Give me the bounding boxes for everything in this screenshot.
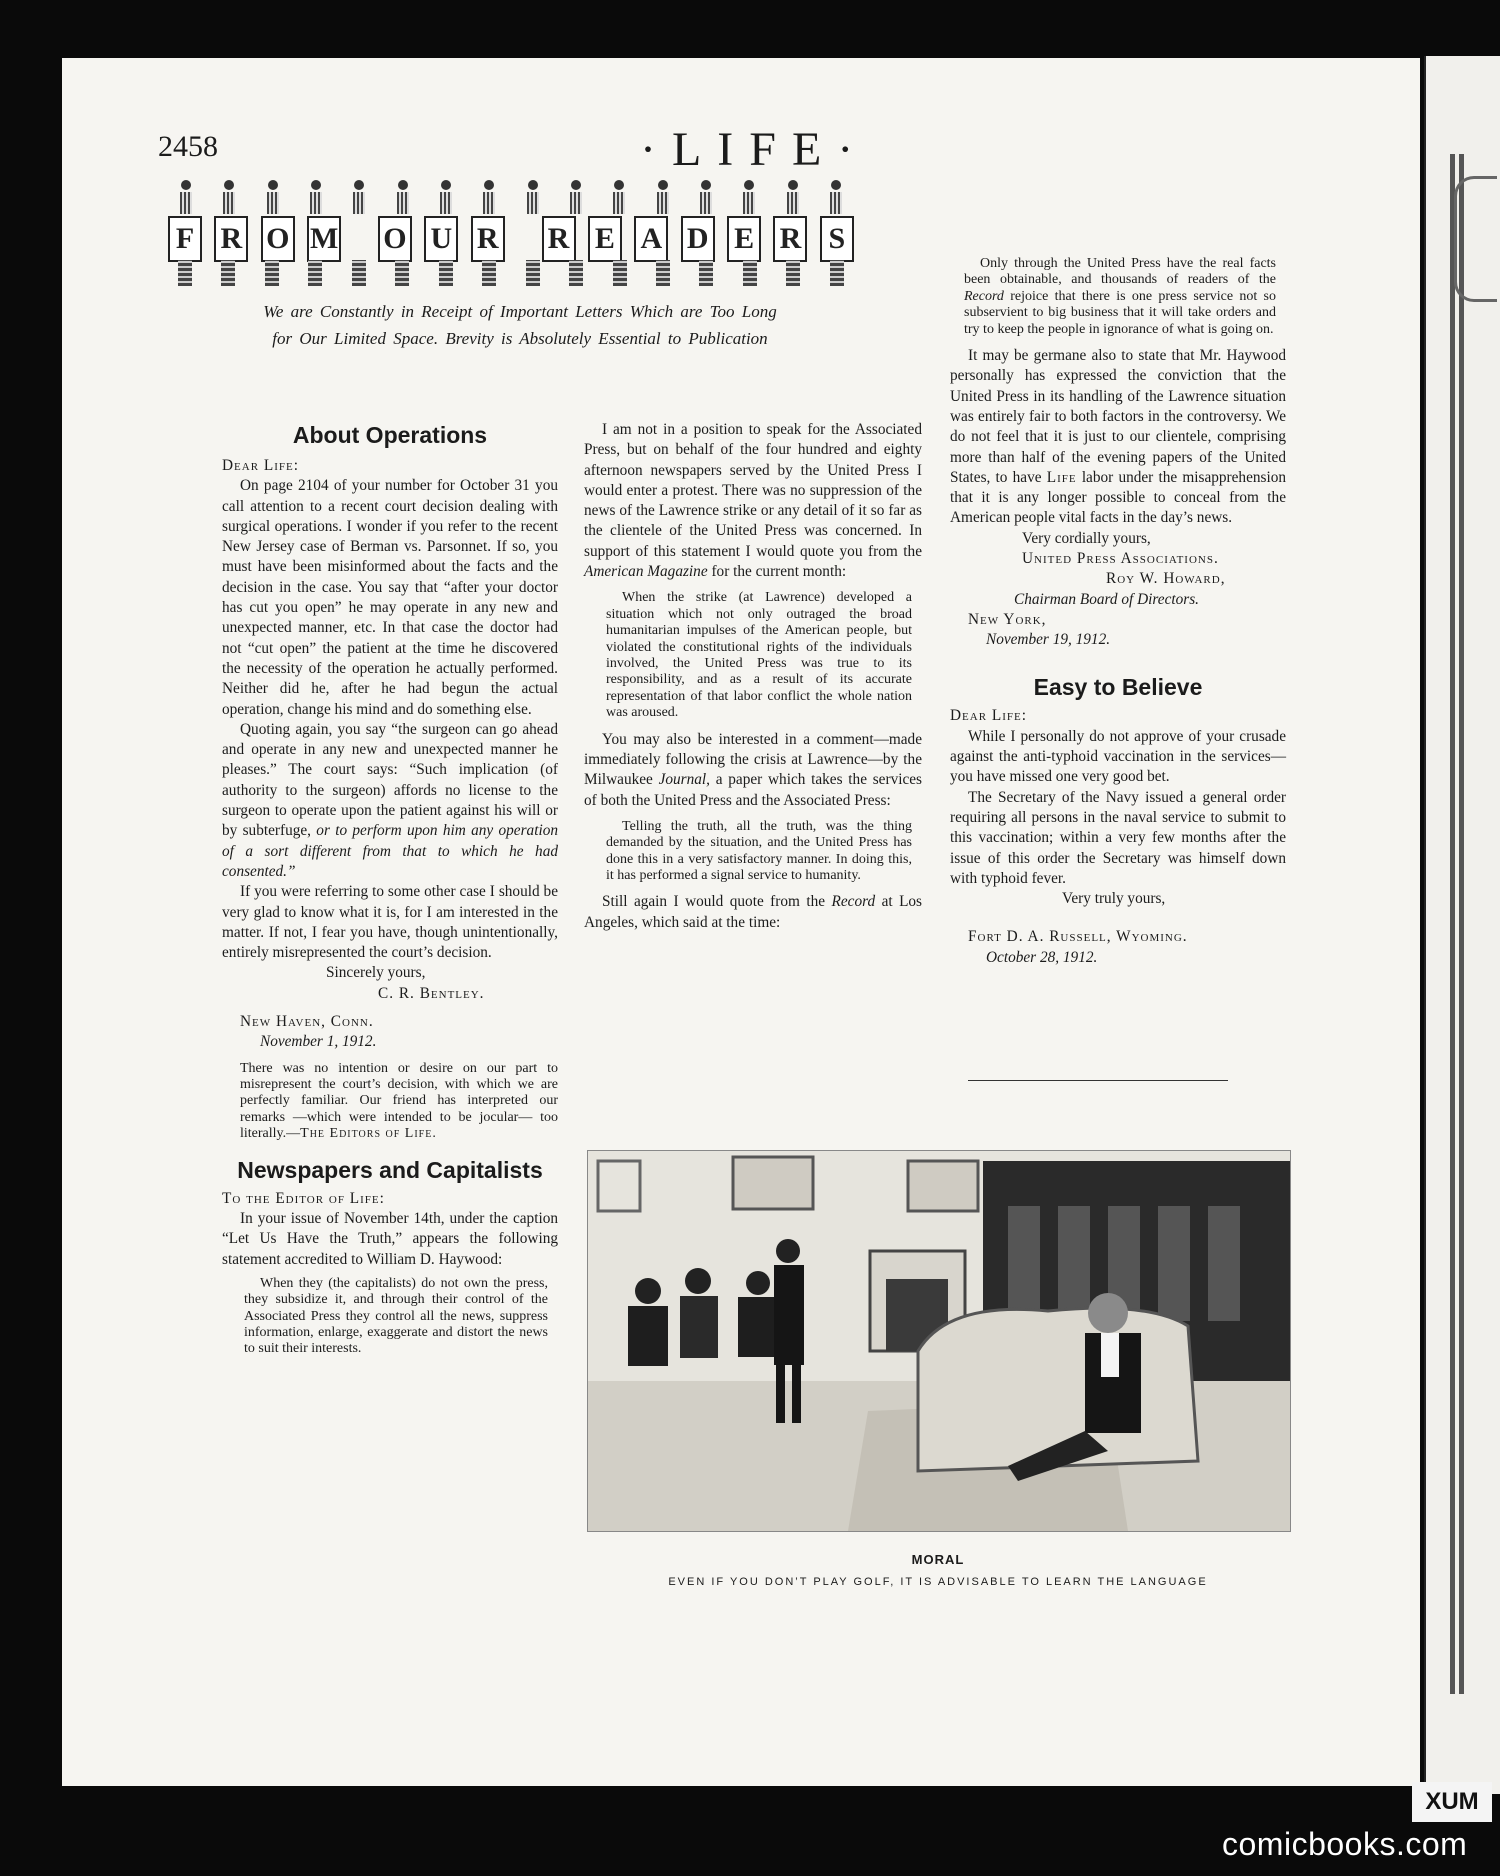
- banner-word-gap: [354, 216, 366, 258]
- figure-icon: [481, 176, 497, 216]
- article-heading-newspapers: Newspapers and Capitalists: [237, 1156, 543, 1183]
- figure-icon: [828, 176, 844, 216]
- figure-icon: [351, 176, 367, 216]
- date: October 28, 1912.: [986, 948, 1098, 966]
- page-number: 2458: [158, 130, 218, 163]
- place: New York,: [968, 610, 1047, 628]
- subtitle-line-2: for Our Limited Space. Brevity is Absolutely Essential to Publication: [272, 329, 768, 348]
- quotation: Telling the truth, all the truth, was the thing demanded by the situation, and the United Press has done this in a very satisfactory manner. In doing this, it has performed a signal service to humanity.: [606, 818, 912, 884]
- banner-letter: F: [168, 216, 202, 262]
- figure-icon: [308, 176, 324, 216]
- figure-icon: [785, 176, 801, 216]
- banner-figures: [178, 176, 844, 216]
- paragraph: The Secretary of the Navy issued a general order requiring all persons in the naval service to submit to this vaccination; within a very few months after the issue of this order the Secretary was himself down with typhoid fever.: [950, 788, 1286, 887]
- figure-icon: [741, 176, 757, 216]
- column-1: [222, 420, 558, 1358]
- quotation: Only through the United Press have the real facts been obtainable, and thousands of readers of the Record rejoice that there is one press service not so subservient to big business that it will take orders and try to keep the people in ignorance of what is going on.: [964, 256, 1277, 337]
- banner-legs: [178, 260, 844, 286]
- ornamental-scroll: [1454, 176, 1497, 302]
- banner-letter: S: [820, 216, 854, 262]
- banner-letter: R: [542, 216, 576, 262]
- banner-letter: E: [727, 216, 761, 262]
- editor-note: There was no intention or desire on our part to misrepresent the court’s decision, with which we are perfectly familiar. Our friend has interpreted our remarks —which were intended to be jocular— too literally.—The Editors of Life.: [240, 1060, 558, 1142]
- signature: C. R. Bentley.: [378, 984, 485, 1002]
- column-3: [950, 256, 1286, 968]
- figure-icon: [655, 176, 671, 216]
- signer-title: Chairman Board of Directors.: [1014, 590, 1199, 608]
- article-heading-operations: About Operations: [292, 422, 488, 448]
- banner-word-gap: [517, 216, 529, 258]
- paragraph: If you were referring to some other case I should be very glad to know what it is, for I am interested in the matter. If not, I fear you have, though unintentionally, entirely misrepresented the court’s decision.: [222, 883, 558, 962]
- banner-letter: A: [634, 216, 668, 262]
- paragraph: In your issue of November 14th, under the caption “Let Us Have the Truth,” appears the following statement accredited to William D. Haywood:: [222, 1209, 558, 1268]
- banner-letter: E: [588, 216, 622, 262]
- column-2: [584, 420, 922, 933]
- closing: Sincerely yours,: [326, 964, 426, 982]
- figure-icon: [438, 176, 454, 216]
- place: Fort D. A. Russell, Wyoming.: [968, 928, 1188, 946]
- paragraph: You may also be interested in a comment—made immediately following the crisis at Lawrence—by the Milwaukee Journal, a paper which takes the services of both the United Press and the Associated Press:: [584, 730, 922, 809]
- salutation: Dear Life:: [950, 707, 1027, 725]
- illustration-moral: [587, 1150, 1291, 1532]
- banner-letter: U: [424, 216, 458, 262]
- banner-letter: O: [261, 216, 295, 262]
- section-subtitle: [170, 298, 870, 352]
- figure-icon: [221, 176, 237, 216]
- illustration-drawing: [588, 1151, 1290, 1531]
- illustration-caption: EVEN IF YOU DON’T PLAY GOLF, IT IS ADVISABLE TO LEARN THE LANGUAGE: [668, 1576, 1208, 1588]
- paragraph: While I personally do not approve of your crusade against the anti-typhoid vaccination in the services—you have missed one very good bet.: [950, 727, 1286, 786]
- closing: Very truly yours,: [1062, 890, 1166, 908]
- paragraph: It may be germane also to state that Mr. Haywood personally has expressed the conviction that the United Press in its handling of the Lawrence situation was entirely fair to both factors in the controversy. We do not feel that it is just to our clientele, comprising more than half of the evening papers of the United States, to have Life labor under the misapprehension that it is any longer possible to conceal from the American people vital facts in the day’s news.: [950, 347, 1287, 527]
- scan-tag: XUM: [1412, 1782, 1492, 1822]
- quotation: When the strike (at Lawrence) developed a situation which not only outraged the broad humanitarian impulses of the American people, but violated the constitutional rights of the individuals involved, the United Press was true to its responsibility, and as a result of its accurate representation of that labor conflict the whole nation was aroused.: [606, 590, 912, 721]
- closing: Very cordially yours,: [1022, 529, 1151, 547]
- readers-banner: [168, 176, 854, 288]
- organization: United Press Associations.: [1022, 550, 1219, 567]
- article-heading-believe: Easy to Believe: [1033, 674, 1203, 701]
- paragraph: On page 2104 of your number for October 31 you call attention to a recent court decision dealing with surgical operations. I wonder if you refer to the recent New Jersey case of Berman vs. Parsonnet. If so, you must have been misinformed about the facts and the decision in the case. You say that “after your doctor has cut you open” he may operate in any new and unexpected manner, etc. In that case the doctor had not “cut open” the patient at the time he discovered the necessity of the operation he actually performed. Neither did he, after he had begun the actual operation, change his mind and do something else.: [222, 477, 558, 718]
- figure-icon: [178, 176, 194, 216]
- banner-letter: O: [378, 216, 412, 262]
- figure-icon: [395, 176, 411, 216]
- figure-icon: [698, 176, 714, 216]
- figure-icon: [525, 176, 541, 216]
- illustration-title: MORAL: [911, 1552, 965, 1567]
- paragraph: Quoting again, you say “the surgeon can go ahead and operate in any new and unexpected manner he pleases.” The court says: “Such implication (of authority to the surgeon) affords no license to the surgeon to operate upon the patient against his will or by subterfuge, or to perform upon him any operation of a sort different from that to which he had consented.”: [222, 720, 558, 880]
- salutation: Dear Life:: [222, 457, 299, 474]
- source-watermark: comicbooks.com: [1222, 1826, 1468, 1862]
- banner-lettering: [168, 216, 854, 262]
- signature: Roy W. Howard,: [1106, 570, 1226, 588]
- masthead-title: ·LIFE·: [640, 123, 870, 176]
- figure-icon: [568, 176, 584, 216]
- paragraph: I am not in a position to speak for the Associated Press, but on behalf of the four hundred and eighty afternoon newspapers served by the United Press I would enter a protest. There was no suppression of the news of the Lawrence strike or any detail of it so far as the clientele of the United Press was concerned. In support of this statement I would quote you from the American Magazine for the current month:: [584, 421, 922, 581]
- divider-rule: [968, 1080, 1228, 1081]
- place: New Haven, Conn.: [240, 1013, 374, 1031]
- date: November 1, 1912.: [260, 1033, 377, 1051]
- banner-letter: D: [681, 216, 715, 262]
- salutation: To the Editor of Life:: [222, 1189, 385, 1207]
- banner-letter: R: [773, 216, 807, 262]
- date: November 19, 1912.: [986, 631, 1111, 649]
- paragraph: Still again I would quote from the Record at Los Angeles, which said at the time:: [584, 893, 923, 931]
- adjacent-page-edge: [1424, 56, 1500, 1794]
- banner-letter: M: [307, 216, 341, 262]
- ornamental-border: [1450, 154, 1500, 1694]
- figure-icon: [611, 176, 627, 216]
- banner-letter: R: [214, 216, 248, 262]
- quotation: When they (the capitalists) do not own the press, they subsidize it, and through their control of the Associated Press they control all the news, suppress information, enlarge, exaggerate and distort the news to suit their interests.: [244, 1275, 548, 1357]
- subtitle-line-1: We are Constantly in Receipt of Important Letters Which are Too Long: [263, 302, 777, 321]
- figure-icon: [265, 176, 281, 216]
- banner-letter: R: [471, 216, 505, 262]
